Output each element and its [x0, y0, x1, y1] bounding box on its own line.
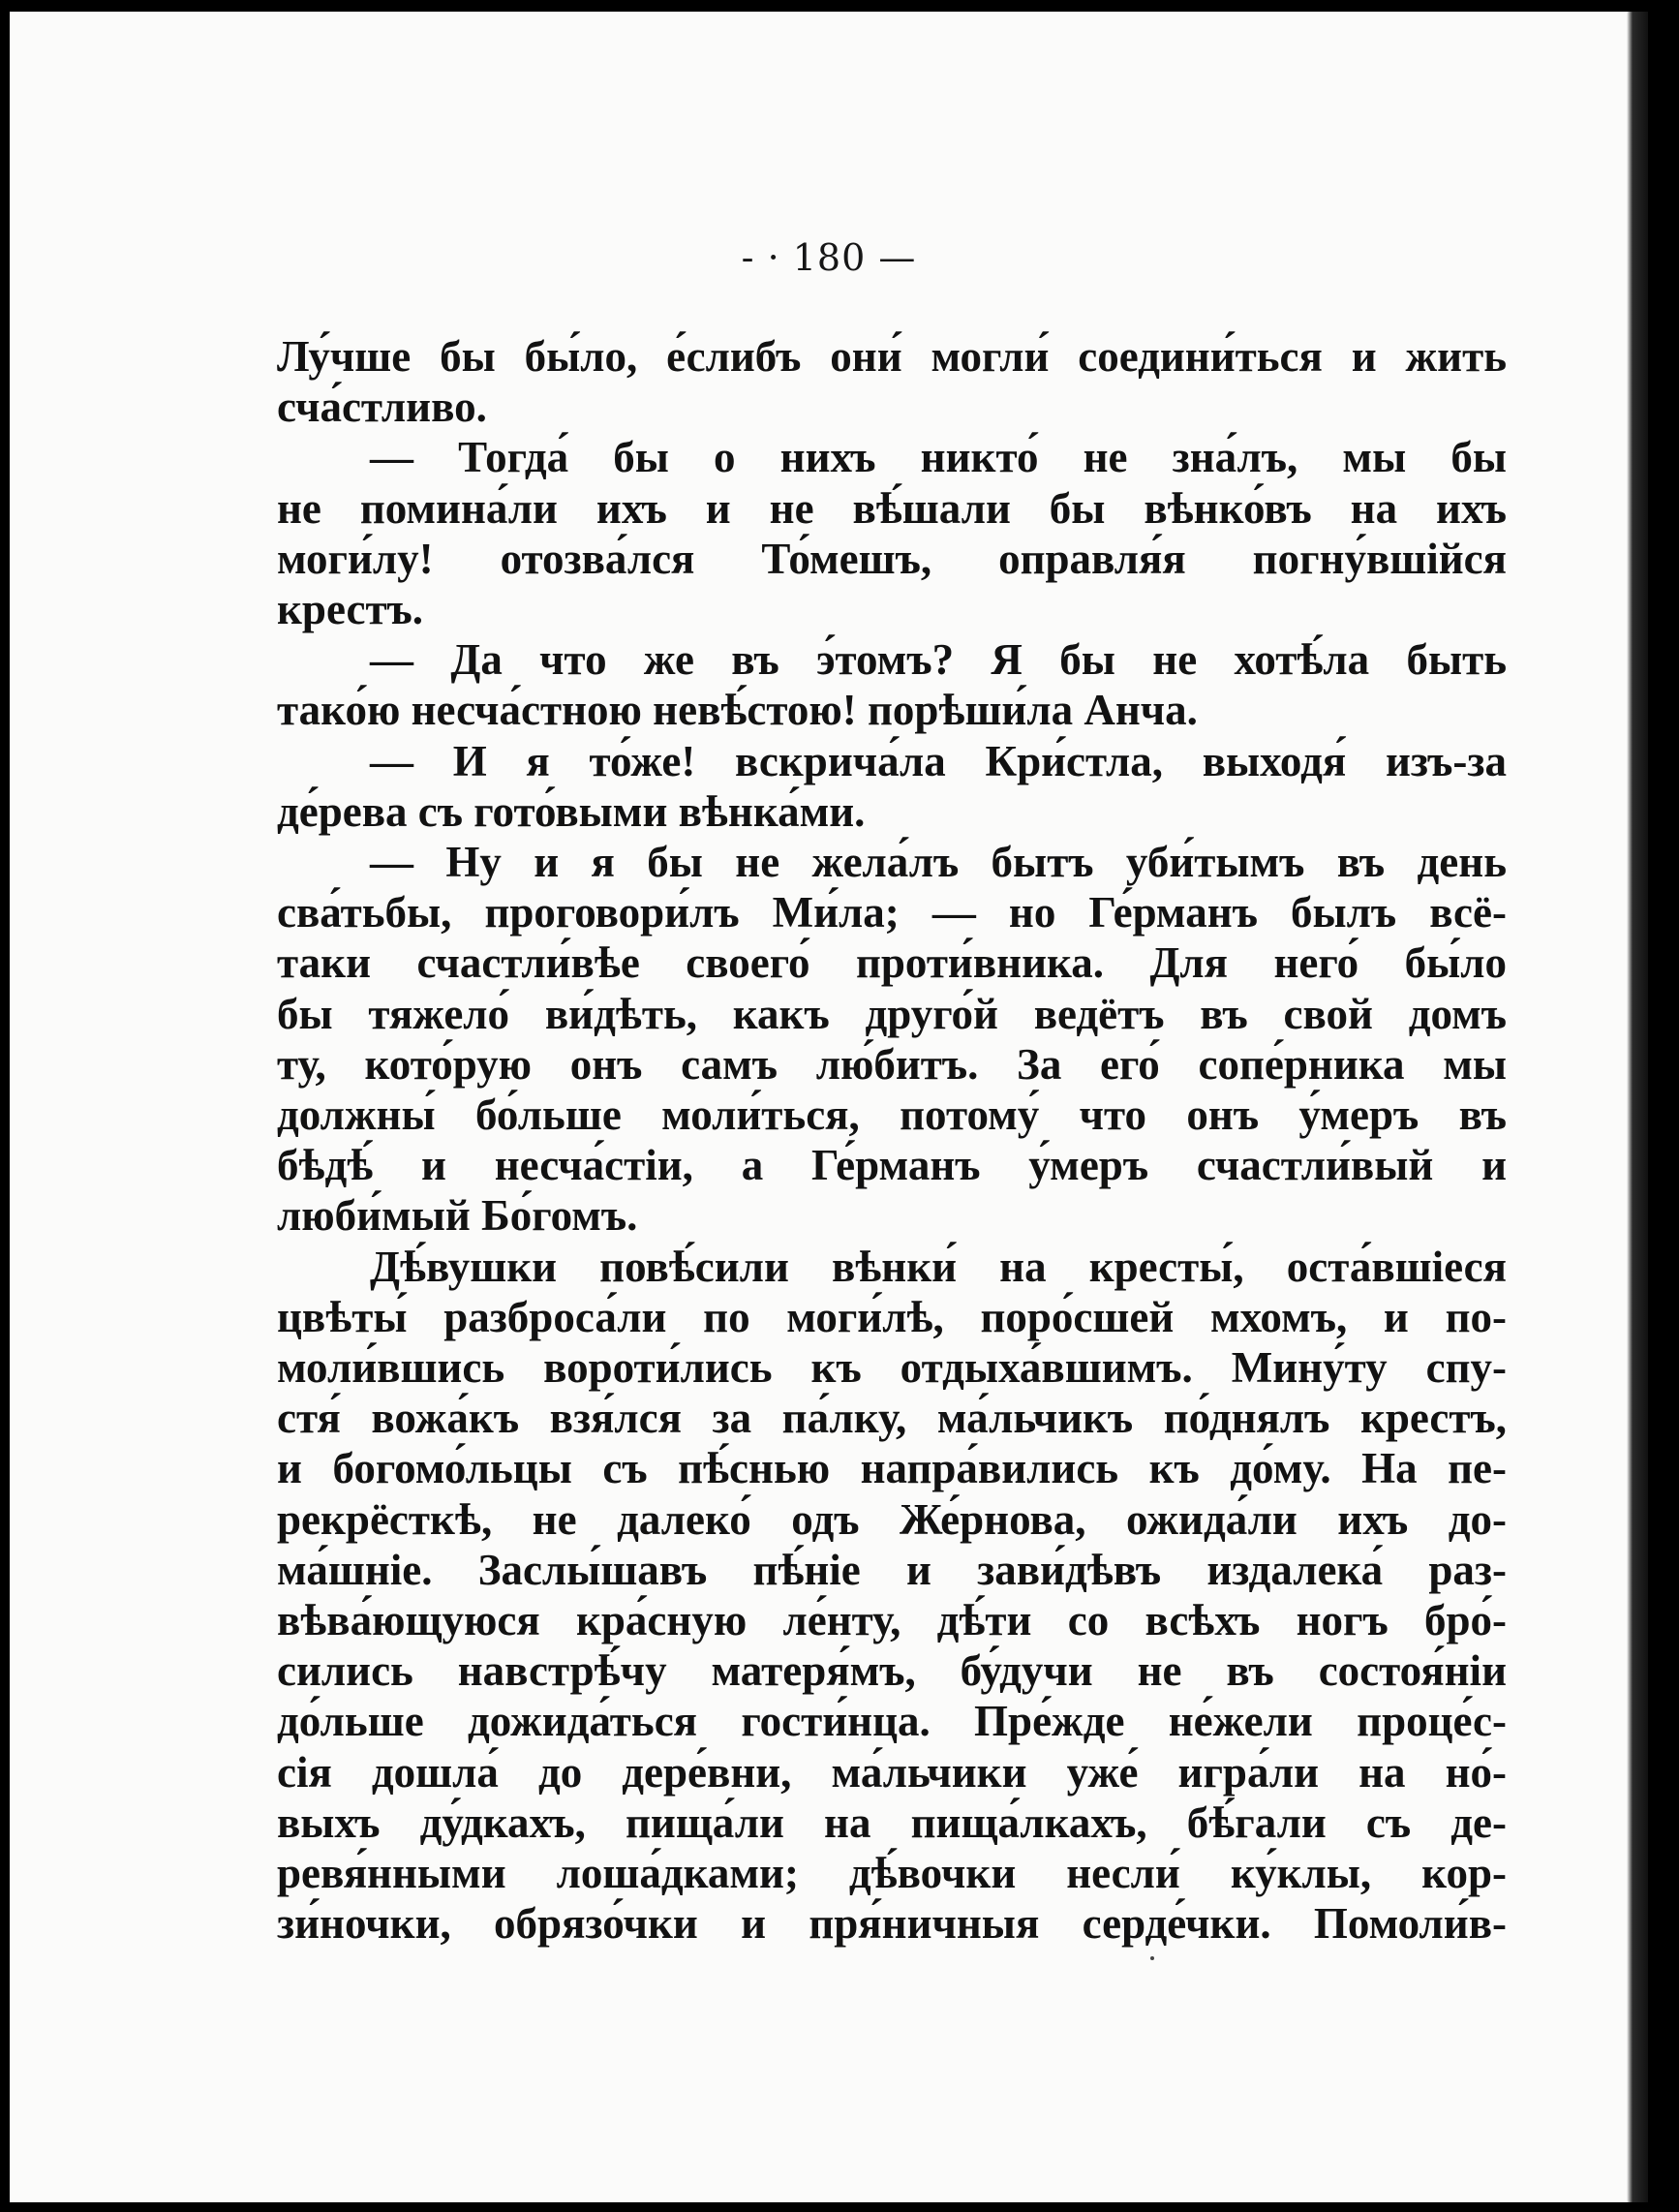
page-edge-shadow — [1627, 12, 1648, 2202]
text-line: вѣва́ющуюся кра́сную ле́нту, дѣ́ти со всѣхъ ногъ бро́- — [277, 1596, 1507, 1645]
text-line: бы тяжело́ ви́дѣть, какъ друго́й ведётъ въ свой домъ — [277, 989, 1507, 1038]
text-line: выхъ ду́дкахъ, пища́ли на пища́лкахъ, бѣ́гали съ де- — [277, 1797, 1507, 1847]
text-line: люби́мый Бо́гомъ. — [277, 1191, 638, 1241]
text-line: — И я то́же! вскрича́ла Кри́стла, выходя́ изъ-за — [370, 736, 1507, 785]
body-text — [277, 331, 1507, 1950]
text-line: таки счастли́вѣе своего́ проти́вника. Для него́ бы́ло — [277, 938, 1507, 988]
text-line: до́льше дожида́ться гости́нца. Пре́жде не́жели проце́с- — [277, 1697, 1507, 1746]
text-line: крестъ. — [277, 585, 424, 634]
text-line: цвѣты́ разброса́ли по моги́лѣ, поро́сшей мхомъ, и по- — [277, 1292, 1507, 1341]
text-line: сва́тьбы, проговори́лъ Ми́ла; — но Ге́рманъ былъ всё- — [277, 888, 1507, 937]
text-line: должны́ бо́льше моли́ться, потому́ что онъ у́меръ въ — [277, 1091, 1507, 1140]
text-line: и богомо́льцы съ пѣ́снью напра́вились къ до́му. На пе- — [277, 1444, 1507, 1493]
print-speck — [1150, 1956, 1154, 1960]
text-line: — Тогда́ бы о нихъ никто́ не зна́лъ, мы бы — [370, 433, 1507, 482]
text-line: сча́стливо. — [277, 383, 487, 432]
text-line: зи́ночки, обрязо́чки и пря́ничныя серде́чки. Помоли́в- — [277, 1899, 1507, 1949]
text-line: рекрёсткѣ, не далеко́ одъ Же́рнова, ожида́ли ихъ до- — [277, 1494, 1507, 1544]
text-line: ту, кото́рую онъ самъ лю́битъ. За его́ сопе́рника мы — [277, 1039, 1507, 1089]
text-line: стя́ вожа́къ взя́лся за па́лку, ма́льчикъ по́днялъ крестъ, — [277, 1394, 1507, 1443]
text-line: бѣдѣ́ и несча́стіи, а Ге́рманъ у́меръ счастли́вый и — [277, 1141, 1507, 1190]
text-line: — Да что же въ э́томъ? Я бы не хотѣ́ла быть — [370, 635, 1507, 685]
page-number: - · 180 — — [741, 236, 917, 279]
text-line: — Ну и я бы не жела́лъ бытъ уби́тымъ въ день — [370, 838, 1507, 887]
text-line: моги́лу! отозва́лся То́мешъ, оправля́я погну́вшійся — [277, 534, 1507, 583]
text-line: тако́ю несча́стною невѣ́стою! порѣши́ла Анча. — [277, 686, 1198, 735]
text-line: ревя́нными лоша́дками; дѣ́вочки несли́ ку́клы, кор- — [277, 1849, 1507, 1898]
text-line: не помина́ли ихъ и не вѣ́шали бы вѣнко́въ на ихъ — [277, 483, 1507, 533]
text-line: Лу́чше бы бы́ло, е́слибъ они́ могли́ соедини́ться и жить — [277, 332, 1507, 381]
text-line: Дѣ́вушки повѣ́сили вѣнки́ на кресты́, оста́вшіеся — [370, 1242, 1507, 1291]
text-line: сія дошла́ до дере́вни, ма́льчики уже́ игра́ли на но́- — [277, 1747, 1507, 1797]
text-line: моли́вшись вороти́лись къ отдыха́вшимъ. Мину́ту спу- — [277, 1343, 1507, 1393]
text-line: ма́шніе. Заслы́шавъ пѣ́ніе и зави́дѣвъ издалека́ раз- — [277, 1545, 1507, 1594]
text-line: де́рева съ гото́выми вѣнка́ми. — [277, 786, 866, 836]
book-page — [10, 12, 1648, 2202]
text-line: сились навстрѣ́чу матеря́мъ, бу́дучи не въ состоя́ніи — [277, 1646, 1507, 1696]
